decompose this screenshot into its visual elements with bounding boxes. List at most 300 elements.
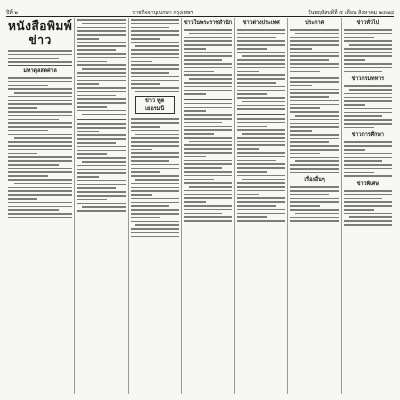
text-line	[77, 138, 125, 140]
text-line	[290, 100, 338, 102]
text-line	[8, 160, 72, 162]
text-line	[237, 97, 285, 99]
article-text	[344, 84, 392, 128]
text-line	[8, 190, 72, 192]
text-line	[8, 122, 72, 124]
text-line	[349, 89, 392, 91]
text-line	[77, 19, 125, 21]
text-line	[290, 119, 338, 121]
text-line	[344, 100, 392, 102]
text-line	[184, 52, 232, 54]
text-line	[135, 179, 178, 181]
text-line	[8, 61, 72, 63]
text-line	[290, 123, 338, 125]
article-text	[77, 122, 125, 212]
text-line	[77, 210, 125, 212]
text-line	[8, 58, 59, 60]
text-line	[77, 131, 99, 133]
text-line	[77, 30, 125, 32]
text-line	[242, 55, 285, 57]
text-line	[184, 213, 223, 215]
section-heading: ข่าวทั่วไป	[356, 20, 380, 26]
column-1	[6, 18, 74, 394]
text-line	[344, 59, 366, 61]
text-line	[344, 93, 392, 95]
section-heading: ข่าวพิเศษ	[356, 181, 379, 187]
text-line	[131, 141, 179, 143]
text-line	[131, 87, 179, 89]
text-line	[242, 133, 285, 135]
text-line	[290, 37, 338, 39]
article-text	[344, 140, 392, 177]
text-line	[189, 78, 232, 80]
text-line	[135, 45, 178, 47]
text-line	[131, 213, 179, 215]
column-3	[128, 18, 181, 394]
text-line	[131, 137, 179, 139]
text-line	[131, 72, 170, 74]
text-line	[184, 194, 232, 196]
text-line	[290, 209, 338, 211]
text-line	[8, 77, 72, 79]
text-line	[135, 224, 178, 226]
text-line	[77, 49, 116, 51]
text-line	[8, 217, 72, 219]
text-line	[290, 145, 338, 147]
text-line	[344, 85, 392, 87]
masthead	[6, 4, 394, 17]
text-line	[131, 64, 179, 66]
text-line	[8, 88, 72, 90]
text-line	[344, 198, 383, 200]
text-line	[135, 91, 178, 93]
column-2	[74, 18, 127, 394]
text-line	[344, 40, 392, 42]
text-line	[237, 108, 285, 110]
text-line	[8, 126, 72, 128]
text-line	[237, 167, 285, 169]
text-line	[344, 220, 392, 222]
text-line	[8, 194, 72, 196]
text-line	[77, 102, 125, 104]
text-line	[237, 90, 285, 92]
text-line	[184, 209, 232, 211]
text-line	[290, 138, 338, 140]
text-line	[344, 112, 392, 114]
text-line	[131, 217, 161, 219]
text-line	[184, 86, 232, 88]
text-line	[290, 104, 338, 106]
text-line	[131, 175, 179, 177]
text-line	[237, 197, 285, 199]
text-line	[237, 144, 285, 146]
text-line	[344, 63, 392, 65]
text-line	[237, 48, 267, 50]
text-line	[237, 156, 285, 158]
article-text	[184, 102, 232, 222]
text-line	[8, 149, 72, 151]
text-line	[77, 80, 125, 82]
text-line	[131, 168, 179, 170]
text-line	[8, 213, 72, 215]
text-line	[131, 57, 179, 59]
text-line	[184, 37, 232, 39]
text-line	[8, 81, 72, 83]
text-line	[184, 55, 232, 57]
text-line	[237, 213, 285, 215]
text-line	[290, 153, 320, 155]
text-line	[8, 111, 72, 113]
text-line	[77, 203, 125, 205]
text-line	[290, 194, 329, 196]
article-text	[290, 28, 338, 72]
text-line	[131, 30, 179, 32]
text-line	[8, 119, 59, 121]
text-line	[131, 236, 179, 238]
section-heading: ข่าวต่างประเทศ	[242, 20, 280, 26]
text-line	[77, 176, 99, 178]
text-line	[77, 27, 125, 29]
column-5	[234, 18, 287, 394]
text-line	[290, 67, 338, 69]
text-line	[77, 45, 125, 47]
text-line	[295, 213, 338, 215]
article-text	[290, 185, 338, 222]
text-line	[131, 183, 179, 185]
text-line	[8, 50, 72, 52]
text-line	[131, 38, 161, 40]
text-line	[184, 163, 232, 165]
text-line	[184, 71, 214, 73]
text-line	[8, 134, 72, 136]
text-line	[344, 115, 383, 117]
text-line	[290, 92, 338, 94]
text-line	[290, 59, 329, 61]
text-line	[184, 114, 232, 116]
text-line	[131, 76, 179, 78]
text-line	[237, 163, 285, 165]
text-line	[77, 57, 125, 59]
text-line	[290, 96, 329, 98]
text-line	[237, 194, 259, 196]
text-line	[184, 118, 232, 120]
text-line	[290, 77, 338, 79]
article-text	[237, 28, 285, 110]
text-line	[184, 152, 232, 154]
text-line	[290, 52, 338, 54]
text-line	[77, 199, 107, 201]
text-line	[82, 161, 125, 163]
text-line	[184, 160, 232, 162]
text-line	[8, 187, 72, 189]
text-line	[131, 53, 179, 55]
text-line	[77, 38, 99, 40]
text-line	[77, 91, 125, 93]
text-line	[290, 186, 338, 188]
text-line	[237, 182, 285, 184]
text-line	[184, 44, 232, 46]
article-text	[290, 76, 338, 173]
text-line	[290, 89, 338, 91]
text-line	[77, 172, 125, 174]
text-line	[237, 126, 267, 128]
text-line	[295, 115, 338, 117]
text-line	[131, 23, 179, 25]
text-line	[290, 40, 338, 42]
column-6	[287, 18, 340, 394]
text-line	[131, 118, 179, 120]
text-line	[77, 83, 99, 85]
text-line	[8, 103, 72, 105]
text-line	[290, 205, 320, 207]
text-line	[344, 164, 392, 166]
text-line	[184, 63, 232, 65]
text-line	[77, 127, 125, 129]
text-line	[77, 110, 125, 112]
text-line	[344, 127, 374, 129]
text-line	[77, 64, 125, 66]
text-line	[290, 168, 338, 170]
text-line	[184, 171, 232, 173]
text-line	[131, 42, 179, 44]
text-line	[14, 183, 72, 185]
text-line	[14, 137, 72, 139]
text-line	[131, 122, 179, 124]
text-line	[344, 48, 392, 50]
text-line	[8, 171, 72, 173]
text-line	[131, 126, 161, 128]
text-line	[8, 107, 37, 109]
text-line	[344, 145, 392, 147]
text-line	[184, 137, 232, 139]
text-line	[131, 198, 179, 200]
text-line	[237, 216, 267, 218]
text-line	[131, 49, 179, 51]
text-line	[344, 157, 392, 159]
divider	[184, 99, 232, 100]
text-line	[290, 81, 338, 83]
text-line	[290, 44, 338, 46]
text-line	[290, 172, 338, 174]
text-line	[344, 160, 383, 162]
text-line	[184, 167, 223, 169]
text-line	[77, 184, 125, 186]
text-line	[237, 148, 259, 150]
text-line	[344, 55, 392, 57]
text-line	[8, 153, 37, 155]
text-line	[184, 29, 232, 31]
article-text	[131, 117, 179, 237]
text-line	[184, 144, 232, 146]
text-line	[237, 220, 285, 222]
text-line	[237, 59, 285, 61]
text-line	[290, 111, 338, 113]
text-line	[290, 55, 338, 57]
text-line	[344, 172, 374, 174]
text-line	[77, 106, 107, 108]
text-line	[77, 123, 125, 125]
text-line	[349, 44, 392, 46]
text-line	[237, 71, 259, 73]
text-line	[344, 33, 392, 35]
divider	[77, 119, 125, 120]
text-line	[77, 76, 125, 78]
text-line	[295, 33, 338, 35]
text-line	[184, 93, 206, 95]
masthead-left: ปีที่ ๒	[6, 10, 18, 16]
boxed-heading: ข่าว ทูต เยอรมนี	[135, 96, 175, 114]
text-line	[184, 59, 223, 61]
text-line	[237, 40, 285, 42]
text-line	[344, 67, 392, 69]
text-line	[184, 190, 232, 192]
columns	[6, 18, 394, 394]
text-line	[184, 197, 232, 199]
text-line	[131, 209, 179, 211]
text-line	[184, 148, 232, 150]
text-line	[8, 164, 59, 166]
text-line	[344, 190, 392, 192]
text-line	[237, 137, 285, 139]
text-line	[82, 114, 125, 116]
text-line	[82, 206, 125, 208]
text-line	[344, 201, 392, 203]
text-line	[290, 126, 338, 128]
text-line	[242, 179, 285, 181]
text-line	[131, 202, 179, 204]
text-line	[290, 157, 338, 159]
text-line	[349, 216, 392, 218]
text-line	[344, 71, 383, 73]
text-line	[290, 217, 338, 219]
text-line	[131, 145, 179, 147]
text-line	[184, 129, 232, 131]
newspaper-title: หนังสือพิมพ์ข่าว	[8, 19, 73, 47]
text-line	[344, 153, 392, 155]
text-line	[77, 187, 116, 189]
text-line	[184, 122, 223, 124]
section-heading: ข่าวกรมทหาร	[351, 76, 385, 83]
text-line	[237, 129, 285, 131]
section-heading: เรื่องอื่นๆ	[304, 177, 325, 184]
text-line	[290, 149, 338, 151]
text-line	[8, 206, 72, 208]
section-heading: มหาดุลสดศาล	[23, 67, 57, 74]
text-line	[131, 160, 170, 162]
divider	[237, 114, 285, 115]
text-line	[77, 180, 125, 182]
text-line	[184, 205, 232, 207]
text-line	[237, 74, 285, 76]
text-line	[77, 157, 125, 159]
article-text	[184, 28, 232, 95]
text-line	[77, 146, 125, 148]
text-line	[344, 108, 392, 110]
text-line	[8, 96, 72, 98]
text-line	[237, 105, 285, 107]
text-line	[344, 37, 374, 39]
text-line	[344, 119, 392, 121]
text-line	[8, 179, 72, 181]
text-line	[344, 29, 392, 31]
text-line	[344, 149, 366, 151]
text-line	[184, 216, 232, 218]
text-line	[184, 133, 214, 135]
text-line	[344, 205, 392, 207]
text-line	[135, 134, 178, 136]
text-line	[77, 169, 125, 171]
text-line	[77, 72, 125, 74]
text-line	[184, 201, 206, 203]
text-line	[344, 123, 392, 125]
text-line	[131, 83, 161, 85]
text-line	[8, 115, 72, 117]
text-line	[131, 194, 153, 196]
text-line	[344, 224, 392, 226]
text-line	[131, 232, 179, 234]
section-heading: ข่าวการศึกษา	[351, 132, 384, 139]
text-line	[290, 198, 338, 200]
text-line	[290, 63, 338, 65]
masthead-center: ราชกิจจานุเบกษา กรุงเทพฯ	[132, 10, 194, 16]
text-line	[131, 187, 179, 189]
article-text	[344, 28, 392, 72]
text-line	[344, 213, 392, 215]
text-line	[290, 107, 320, 109]
text-line	[77, 142, 116, 144]
section-heading: ข่าวในพระราชสำนัก	[183, 20, 233, 26]
text-line	[184, 156, 206, 158]
text-line	[184, 48, 206, 50]
text-line	[77, 134, 125, 136]
text-line	[77, 165, 125, 167]
text-line	[290, 71, 320, 73]
text-line	[184, 90, 232, 92]
text-line	[290, 190, 338, 192]
text-line	[184, 110, 206, 112]
text-line	[14, 92, 72, 94]
column-4	[181, 18, 234, 394]
text-line	[8, 156, 72, 158]
text-line	[290, 220, 338, 222]
text-line	[189, 141, 232, 143]
text-line	[344, 175, 392, 177]
text-line	[237, 118, 285, 120]
text-line	[77, 34, 125, 36]
title-subtext	[8, 49, 72, 63]
text-line	[290, 85, 312, 87]
text-line	[237, 93, 267, 95]
text-line	[82, 23, 125, 25]
text-line	[237, 205, 276, 207]
text-line	[77, 191, 125, 193]
text-line	[8, 54, 72, 56]
text-line	[8, 209, 59, 211]
text-line	[131, 149, 153, 151]
text-line	[8, 175, 48, 177]
text-line	[237, 190, 285, 192]
text-line	[344, 97, 392, 99]
text-line	[344, 194, 392, 196]
text-line	[131, 205, 170, 207]
text-line	[77, 53, 125, 55]
text-line	[237, 82, 276, 84]
text-line	[8, 198, 37, 200]
text-line	[8, 145, 72, 147]
article-text	[237, 117, 285, 222]
text-line	[82, 68, 125, 70]
text-line	[344, 141, 392, 143]
